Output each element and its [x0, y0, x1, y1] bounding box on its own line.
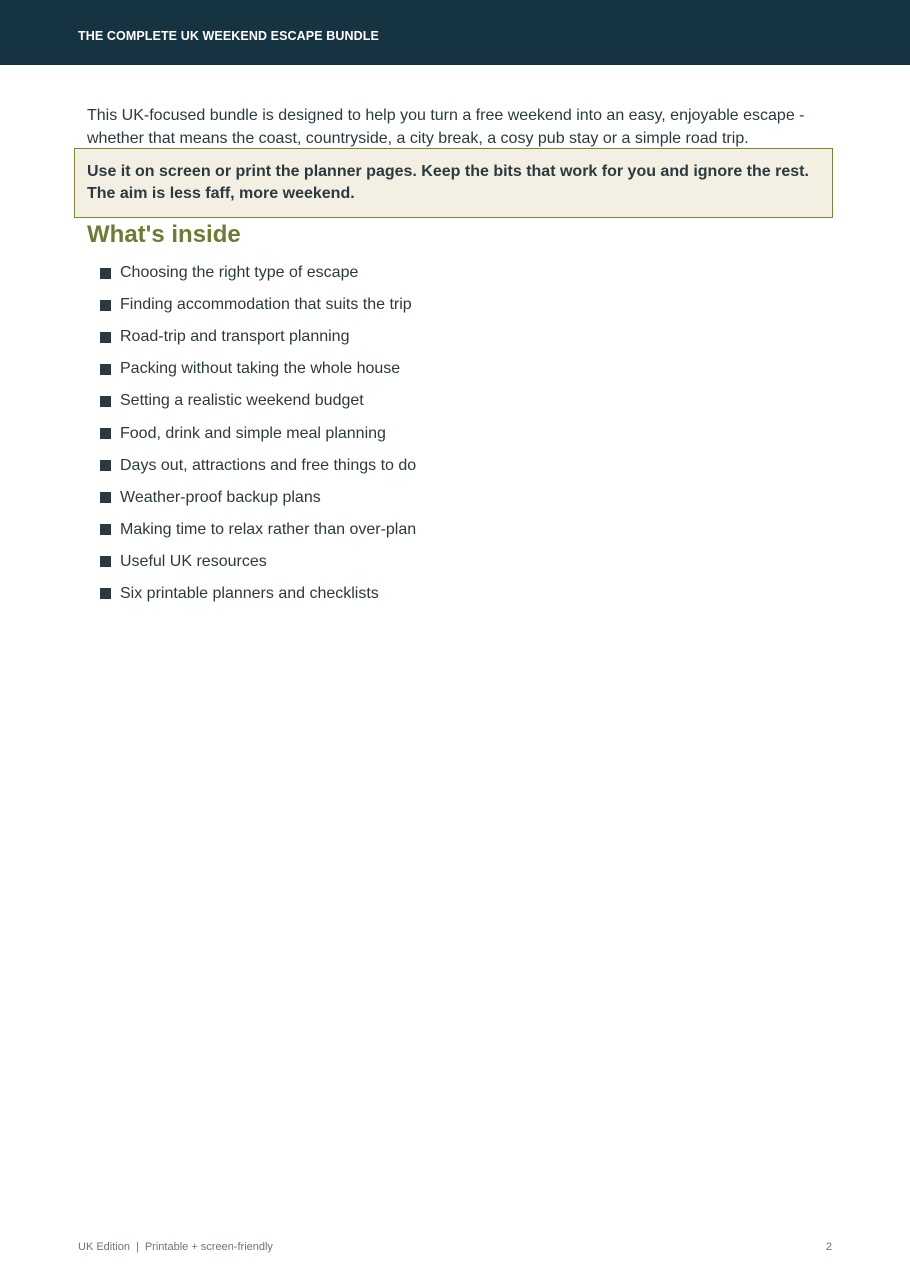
square-bullet-icon	[100, 300, 111, 311]
list-item-label: Packing without taking the whole house	[120, 360, 401, 378]
list-item	[100, 257, 416, 289]
list-item-label: Choosing the right type of escape	[120, 264, 359, 282]
square-bullet-icon	[100, 428, 111, 439]
list-item-label: Finding accommodation that suits the trip	[120, 296, 412, 314]
footer-info	[78, 1241, 273, 1253]
square-bullet-icon	[100, 396, 111, 407]
footer-format: Printable + screen-friendly	[144, 1241, 273, 1253]
list-item	[100, 321, 416, 353]
list-item	[100, 546, 416, 578]
list-item	[100, 353, 416, 385]
square-bullet-icon	[100, 492, 111, 503]
list-item-label: Setting a realistic weekend budget	[120, 392, 364, 410]
section-heading-whats-inside: What's inside	[87, 221, 241, 248]
square-bullet-icon	[100, 268, 111, 279]
list-item	[100, 289, 416, 321]
callout-box	[74, 148, 833, 218]
list-item-label: Food, drink and simple meal planning	[120, 424, 386, 442]
intro-paragraph: This UK-focused bundle is designed to help you turn a free weekend into an easy, enjoyable escape - whether that means the coast, countryside, a city break, a cosy pub stay or a simple road trip.	[87, 107, 805, 147]
square-bullet-icon	[100, 524, 111, 535]
list-item	[100, 450, 416, 482]
list-item-label: Road-trip and transport planning	[120, 328, 350, 346]
square-bullet-icon	[100, 364, 111, 375]
list-item-label: Days out, attractions and free things to do	[120, 456, 417, 474]
list-item	[100, 417, 416, 449]
contents-list	[100, 257, 416, 610]
list-item	[100, 385, 416, 417]
list-item	[100, 482, 416, 514]
list-item-label: Six printable planners and checklists	[120, 584, 379, 602]
list-item	[100, 514, 416, 546]
square-bullet-icon	[100, 556, 111, 567]
header-band	[0, 0, 910, 65]
page-number: 2	[825, 1241, 832, 1253]
square-bullet-icon	[100, 460, 111, 471]
list-item-label: Useful UK resources	[120, 552, 267, 570]
list-item-label: Weather-proof backup plans	[120, 488, 321, 506]
footer-edition: UK Edition	[78, 1241, 130, 1253]
document-title: THE COMPLETE UK WEEKEND ESCAPE BUNDLE	[78, 29, 379, 43]
footer-separator: |	[135, 1241, 139, 1253]
list-item-label: Making time to relax rather than over-plan	[120, 520, 417, 538]
square-bullet-icon	[100, 332, 111, 343]
list-item	[100, 578, 416, 610]
square-bullet-icon	[100, 588, 111, 599]
callout-text: Use it on screen or print the planner pages. Keep the bits that work for you and ignore the rest. The aim is less faff, more weekend.	[87, 163, 809, 202]
